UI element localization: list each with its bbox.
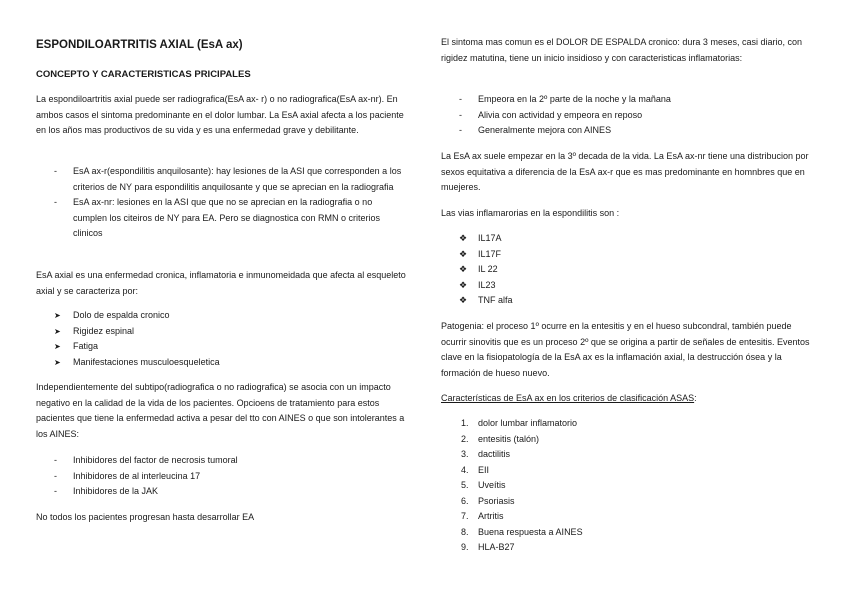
symptom-list bbox=[441, 92, 813, 139]
list-item: ❖ IL23 bbox=[441, 278, 813, 294]
list-item: - Generalmente mejora con AINES bbox=[459, 125, 612, 135]
list-item: ❖ IL17F bbox=[441, 247, 813, 263]
list-item: - Inhibidores de la JAK bbox=[54, 486, 159, 496]
list-item: ❖ IL17A bbox=[441, 231, 813, 247]
list-item: ➤ Dolo de espalda cronico bbox=[36, 308, 408, 324]
list-item: 2. entesitis (talón) bbox=[461, 433, 540, 444]
diamond-bullet-icon: ❖ bbox=[459, 279, 468, 290]
list-item: - EsA ax-nr: lesiones en la ASI que que no se aprecian en la radiografia o no cumplen los citeiros de NY para EA. Pero se diagnostica con RMN o criterios clinicos bbox=[54, 197, 380, 238]
list-item: 6. Psoriasis bbox=[461, 495, 515, 506]
document-title: ESPONDILOARTRITIS AXIAL (EsA ax) bbox=[36, 39, 243, 51]
closing-paragraph: No todos los pacientes progresan hasta desarrollar EA bbox=[36, 512, 255, 522]
pathways-intro: Las vias inflamarorias en la espondilitis son : bbox=[441, 208, 620, 218]
definition-paragraph: EsA axial es una enfermedad cronica, inflamatoria e inmunomeidada que afecta al esqueleto axial y se caracteriza por: bbox=[36, 270, 406, 296]
list-item: - Empeora en la 2º parte de la noche y la mañana bbox=[459, 94, 671, 104]
impact-paragraph: Independientemente del subtipo(radiografica o no radiografica) se asocia con un impacto negativo en la calidad de la vida de los pacientes. Opcioens de tratamiento para estos pacientes que tiene la enfermedad activa a pesar del tto con AINES o que son intolerantes a los AINES: bbox=[36, 382, 405, 439]
diamond-bullet-icon: ❖ bbox=[459, 233, 468, 243]
arrow-bullet-icon: ➤ bbox=[54, 311, 61, 320]
arrow-bullet-icon: ➤ bbox=[54, 326, 61, 336]
diamond-bullet-icon: ❖ bbox=[459, 248, 468, 259]
list-item: ❖ IL 22 bbox=[441, 262, 813, 278]
list-item: ➤ Rigidez espinal bbox=[36, 324, 408, 340]
list-item: - EsA ax-r(espondilitis anquilosante): hay lesiones de la ASI que corresponden a los criterios de NY para espondilitis anquilosante y que se aprecian en la radiografia bbox=[54, 166, 402, 192]
diamond-bullet-icon: ❖ bbox=[459, 295, 468, 305]
list-item: 4. EII bbox=[461, 464, 490, 475]
types-list bbox=[36, 164, 408, 242]
list-item: - Alivia con actividad y empeora en reposo bbox=[459, 109, 643, 120]
list-item: - Inhibidores del factor de necrosis tumoral bbox=[54, 455, 238, 465]
symptom-paragraph: El sintoma mas comun es el DOLOR DE ESPALDA cronico: dura 3 meses, casi diario, con rigidez matutina, tiene un inicio insidioso y con caracteristicas inflamatorias: bbox=[441, 37, 802, 63]
list-item: ❖ TNF alfa bbox=[441, 293, 813, 309]
list-item: 5. Uveítis bbox=[461, 480, 506, 490]
pathways-list bbox=[441, 231, 813, 309]
asas-criteria-list bbox=[441, 416, 813, 556]
treatments-list bbox=[36, 453, 408, 500]
arrow-bullet-icon: ➤ bbox=[54, 342, 61, 351]
pathogenesis-paragraph: Patogenia: el proceso 1º ocurre en la entesitis y en el hueso subcondral, también puede ocurrir sinovitis que es un proceso 2º que se origina a partir de señales de entesitis. Eventos clave en la fisiopatología de la EsA ax es la inflamación axial, la destrucción ósea y la formación de hueso nuevo. bbox=[441, 321, 810, 378]
asas-heading: Características de EsA ax en los criterios de clasificación ASAS: bbox=[441, 393, 697, 403]
list-item: 8. Buena respuesta a AINES bbox=[461, 526, 583, 537]
features-list bbox=[36, 308, 408, 370]
list-item: - Inhibidores de al interleucina 17 bbox=[54, 470, 201, 481]
list-item: 1. dolor lumbar inflamatorio bbox=[461, 418, 578, 428]
diamond-bullet-icon: ❖ bbox=[459, 264, 468, 274]
section-subtitle: CONCEPTO Y CARACTERISTICAS PRICIPALES bbox=[36, 69, 251, 80]
list-item: 9. HLA-B27 bbox=[461, 542, 515, 552]
list-item: ➤ Fatiga bbox=[36, 339, 408, 355]
list-item: 3. dactilitis bbox=[461, 449, 511, 459]
intro-paragraph: La espondiloartritis axial puede ser radiografica(EsA ax- r) o no radiografica(EsA ax-nr). En ambos casos el sintoma predominante en el dolor lumbar. La EsA axial afecta a los paciente en los años mas productivos de su vida y es una enfermedad grave y debilitante. bbox=[36, 94, 404, 135]
list-item: 7. Artritis bbox=[461, 511, 504, 521]
onset-paragraph: La EsA ax suele empezar en la 3º decada de la vida. La EsA ax-nr tiene una distribucion por sexos equitativa a diferencia de la EsA ax-r que es mas predominante en homnbres que en muejeres. bbox=[441, 151, 809, 192]
arrow-bullet-icon: ➤ bbox=[54, 357, 61, 367]
list-item: ➤ Manifestaciones musculoesqueletica bbox=[36, 355, 408, 371]
